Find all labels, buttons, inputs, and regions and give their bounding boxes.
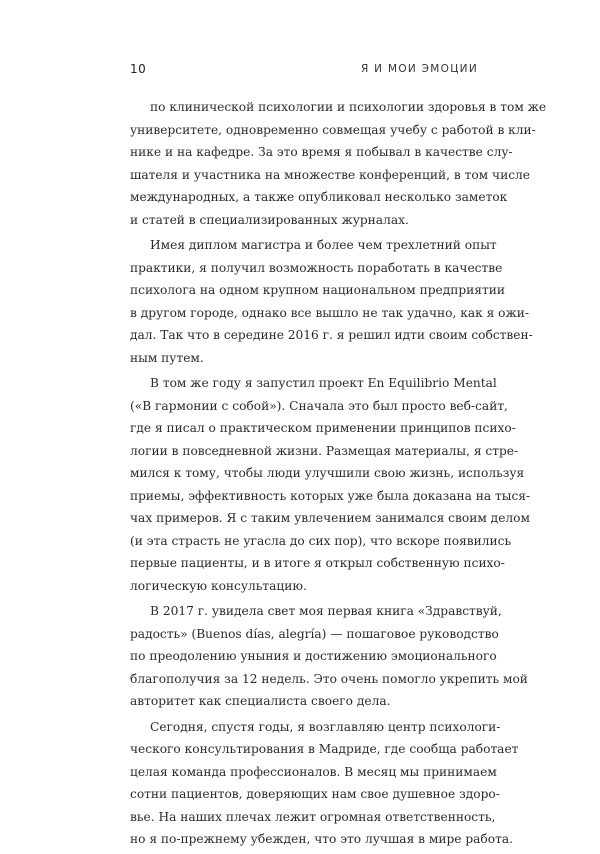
text-line: вье. На наших плечах лежит огромная ответственность, <box>130 809 496 824</box>
running-head: Я И МОИ ЭМОЦИИ <box>360 63 478 75</box>
body-text <box>130 96 547 854</box>
paragraph <box>130 600 528 713</box>
text-line: чах примеров. Я с таким увлечением занимался своим делом <box>130 511 530 525</box>
text-line: В том же году я запустил проект En Equilibrio Mental <box>150 376 497 390</box>
text-line: психолога на одном крупном национальном предприятии <box>130 283 505 297</box>
text-line: по клинической психологии и психологии здоровья в том же <box>150 100 547 114</box>
text-line: Сегодня, спустя годы, я возглавляю центр психологи- <box>150 719 501 734</box>
text-line: по преодолению уныния и достижению эмоционального <box>130 649 497 663</box>
text-line: шателя и участника на множестве конференций, в том числе <box>130 167 530 182</box>
text-line: университете, одновременно совмещая учебу с работой в кли- <box>130 122 536 137</box>
text-line: и статей в специализированных журналах. <box>130 212 409 227</box>
paragraph <box>130 96 547 231</box>
text-line: логии в повседневной жизни. Размещая материалы, я стре- <box>130 443 519 458</box>
text-line: в другом городе, однако все вышло не так удачно, как я ожи- <box>130 305 529 320</box>
text-line: благополучия за 12 недель. Это очень помогло укрепить мой <box>130 671 528 686</box>
text-line: авторитет как специалиста своего дела. <box>130 694 391 708</box>
text-line: где я писал о практическом применении принципов психо- <box>130 421 516 435</box>
text-line: но я по-прежнему убежден, что это лучшая в мире работа. <box>130 832 513 846</box>
text-line: дал. Так что в середине 2016 г. я решил идти своим собствен- <box>130 328 533 342</box>
paragraph <box>130 234 533 369</box>
text-line: сотни пациентов, доверяющих нам свое душевное здоро- <box>130 787 500 801</box>
text-line: Имея диплом магистра и более чем трехлетний опыт <box>150 238 497 252</box>
text-line: ным путем. <box>130 350 204 365</box>
paragraph <box>130 372 531 597</box>
text-line: В 2017 г. увидела свет моя первая книга «Здравствуй, <box>150 604 502 618</box>
page-number: 10 <box>130 62 147 76</box>
paragraph <box>130 716 519 851</box>
text-line: практики, я получил возможность поработать в качестве <box>130 260 503 275</box>
text-line: мился к тому, чтобы люди улучшили свою жизнь, используя <box>130 466 525 480</box>
text-line: нике и на кафедре. За это время я побывал в качестве слу- <box>130 145 513 159</box>
text-line: приемы, эффективность которых уже была доказана на тыся- <box>130 488 531 503</box>
text-line: международных, а также опубликовал несколько заметок <box>130 190 508 204</box>
text-line: («В гармонии с собой»). Сначала это был просто веб-сайт, <box>130 398 508 413</box>
text-line: ческого консультирования в Мадриде, где сообща работает <box>130 742 519 756</box>
text-line: целая команда профессионалов. В месяц мы принимаем <box>130 764 497 779</box>
text-line: логическую консультацию. <box>130 578 307 593</box>
text-line: (и эта страсть не угасла до сих пор), что вскоре появились <box>130 533 512 548</box>
text-line: первые пациенты, и в итоге я открыл собственную психо- <box>130 556 505 570</box>
text-line: радость» (Buenos días, alegría) — пошаговое руководство <box>130 626 499 641</box>
